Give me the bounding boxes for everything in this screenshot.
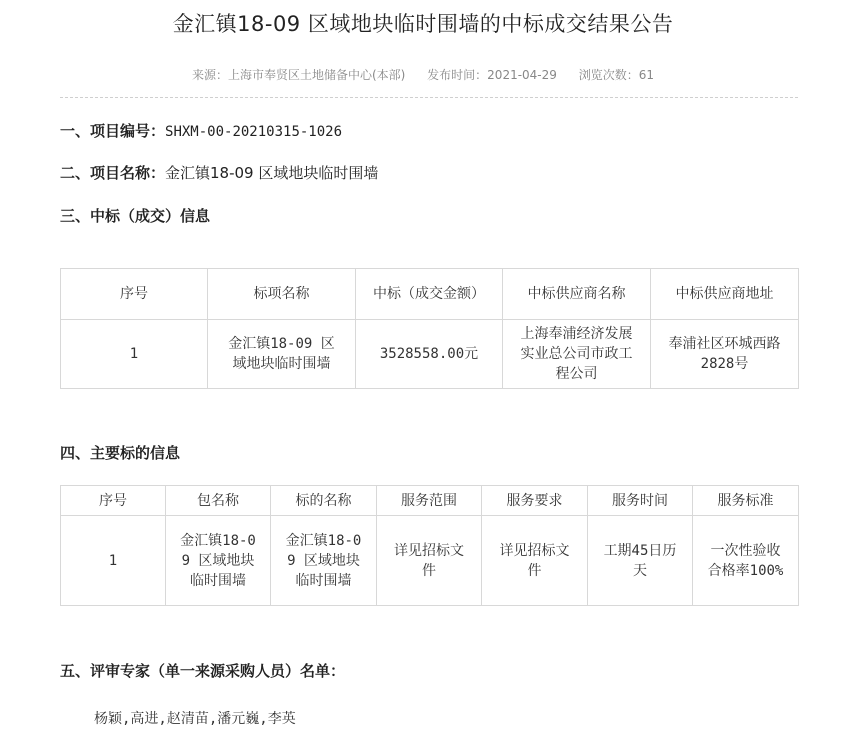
table-cell: 工期45日历天: [588, 516, 693, 606]
table-cell: 3528558.00元: [356, 320, 503, 389]
item-table: [60, 485, 799, 606]
table-row: [61, 516, 799, 606]
table-cell: 1: [61, 320, 208, 389]
table-cell: 金汇镇18-09 区域地块临时围墙: [271, 516, 377, 606]
table-header-cell: 包名称: [166, 486, 271, 516]
table-row: [61, 320, 799, 389]
source-label: 来源：上海市奉贤区土地储备中心(本部): [191, 68, 406, 82]
table-header-cell: 服务标准: [693, 486, 799, 516]
project-number-value: SHXM-00-20210315-1026: [165, 124, 343, 140]
section-label: 二、项目名称：: [60, 164, 166, 182]
section-experts: 五、评审专家（单一来源采购人员）名单：: [60, 662, 346, 680]
table-cell: 1: [61, 516, 166, 606]
table-header-cell: 标的名称: [271, 486, 377, 516]
table-cell: 奉浦社区环城西路2828号: [651, 320, 799, 389]
section-label: 一、项目编号：: [60, 122, 166, 140]
section-item-info: 四、主要标的信息: [60, 444, 181, 462]
table-cell: 详见招标文件: [482, 516, 588, 606]
section-award-info: 三、中标（成交）信息: [60, 207, 211, 225]
publish-time: 发布时间：2021-04-29: [427, 68, 557, 82]
page-title: 金汇镇18-09 区域地块临时围墙的中标成交结果公告: [172, 12, 674, 36]
award-table: [60, 268, 799, 389]
table-cell: 上海奉浦经济发展实业总公司市政工程公司: [503, 320, 651, 389]
table-header-cell: 序号: [61, 486, 166, 516]
project-name-value: 金汇镇18-09 区域地块临时围墙: [165, 164, 379, 182]
section-project-number: [60, 120, 342, 141]
table-cell: 一次性验收合格率100%: [693, 516, 799, 606]
table-header-cell: 标项名称: [208, 269, 356, 320]
section-project-name: [60, 162, 378, 183]
table-header-cell: 中标（成交金额）: [356, 269, 503, 320]
article-meta: [0, 66, 846, 83]
table-cell: 金汇镇18-09 区域地块临时围墙: [166, 516, 271, 606]
view-count: 浏览次数：61: [578, 68, 655, 82]
table-header-cell: 中标供应商名称: [503, 269, 651, 320]
table-header-row: [61, 269, 799, 320]
table-cell: 详见招标文件: [377, 516, 482, 606]
table-cell: 金汇镇18-09 区域地块临时围墙: [208, 320, 356, 389]
table-header-cell: 服务时间: [588, 486, 693, 516]
meta-divider: [60, 97, 798, 98]
table-header-row: [61, 486, 799, 516]
table-header-cell: 服务范围: [377, 486, 482, 516]
expert-names: 杨颖,高进,赵清苗,潘元巍,李英: [94, 711, 296, 727]
table-header-cell: 序号: [61, 269, 208, 320]
table-header-cell: 中标供应商地址: [651, 269, 799, 320]
table-header-cell: 服务要求: [482, 486, 588, 516]
